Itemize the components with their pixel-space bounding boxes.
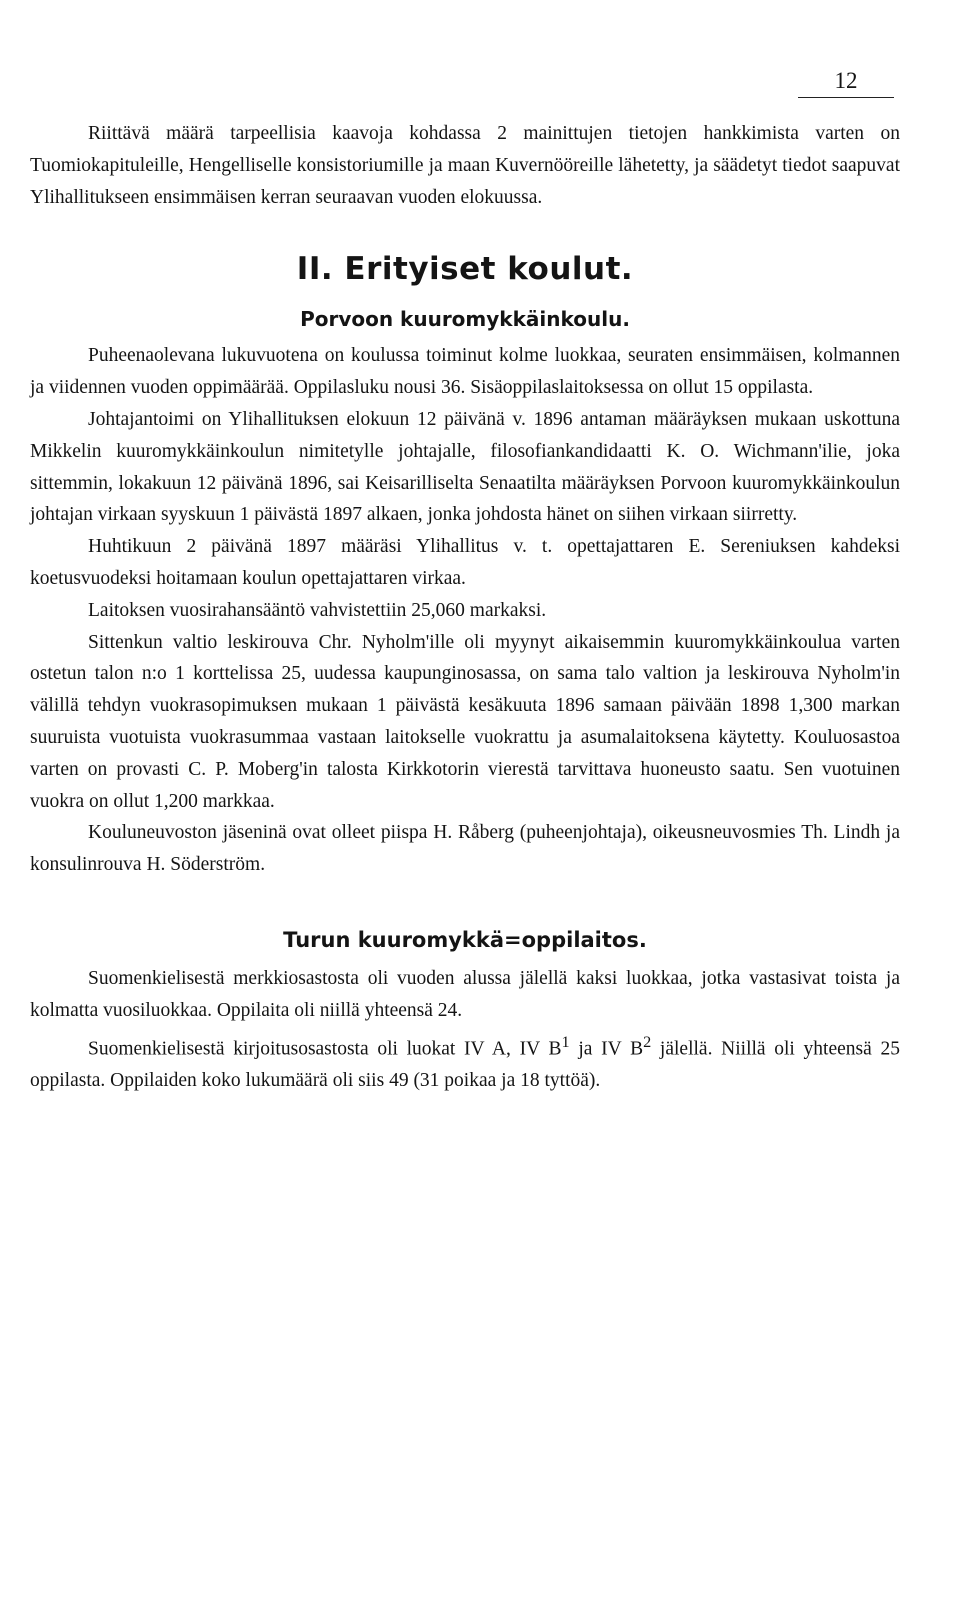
page-number-rule <box>798 97 894 98</box>
intro-paragraph: Riittävä määrä tarpeellisia kaavoja kohdassa 2 mainittujen tietojen hankkimista varten on Tuomiokapituleille, Hengelliselle konsistoriumille ja maan Kuvernööreille lähetetty, ja säädetyt tiedot saapuvat Ylihallitukseen ensimmäisen kerran seuraavan vuoden elokuussa. <box>30 123 900 208</box>
page-number: 12 <box>834 68 858 93</box>
turku-heading: Turun kuuromykkä=oppilaitos. <box>283 927 647 952</box>
porvoo-paragraph: Kouluneuvoston jäseninä ovat olleet piispa H. Råberg (puheenjohtaja), oikeusneuvosmies Th. Lindh ja konsulinrouva H. Söderström. <box>30 822 900 876</box>
turku-text: jälellä. Niillä oli yhteensä 25 oppilasta. Oppilaiden koko lukumäärä oli siis 49 (31 poikaa ja 18 tyttöä). <box>30 1038 900 1091</box>
porvoo-paragraph: Sittenkun valtio leskirouva Chr. Nyholm'ille oli myynyt aikaisemmin kuuromykkäinkoulua varten ostetun talon n:o 1 korttelissa 25, uudessa kaupunginosassa, on sama talo valtion ja leskirouva Nyholm'in välillä tehdyn vuokrasopimuksen mukaan 1 päivästä kesäkuuta 1896 samaan päivään 1898 1,300 markan suuruista vuotuista vuokrasummaa vastaan laitokselle vuokrattu ja asumalaitoksena käytetty. Kouluosastoa varten on provasti C. P. Moberg'in talosta Kirkkotorin vierestä tarvittava huoneusto saatu. Sen vuotuinen vuokra on ollut 1,200 markkaa. <box>30 631 900 812</box>
section-heading: II. Erityiset koulut. <box>296 251 634 288</box>
porvoo-paragraph: Huhtikuun 2 päivänä 1897 määräsi Ylihallitus v. t. opettajattaren E. Sereniuksen kahdeksi koetusvuodeksi hoitamaan koulun opettajattaren virkaa. <box>30 536 900 589</box>
porvoo-heading: Porvoon kuuromykkäinkoulu. <box>300 307 630 332</box>
body-text <box>30 118 900 1097</box>
porvoo-paragraph: Johtajantoimi on Ylihallituksen elokuun 12 päivänä v. 1896 antaman määräyksen mukaan uskottuna Mikkelin kuuromykkäinkoulun nimitetylle johtajalle, filosofiankandidaatti K. O. Wichmann'ilie, joka sittemmin, lokakuun 12 päivänä 1896, sai Keisarilliselta Senaatilta määräyksen Porvoon kuuromykkäinkoulun johtajan virkaan syyskuun 1 päivästä 1897 alkaen, jonka johdosta hänet on siihen virkaan siirretty. <box>30 408 900 526</box>
turku-paragraph <box>30 1027 900 1097</box>
document-page <box>30 0 900 1617</box>
turku-text: Suomenkielisestä kirjoitusosastosta oli luokat IV A, IV B <box>88 1038 562 1060</box>
turku-paragraph: Suomenkielisestä merkkiosastosta oli vuoden alussa jälellä kaksi luokkaa, jotka vastasivat toista ja kolmatta vuosiluokkaa. Oppilaita oli niillä yhteensä 24. <box>30 967 900 1021</box>
superscript: 2 <box>643 1032 652 1051</box>
porvoo-paragraph: Laitoksen vuosirahansääntö vahvistettiin 25,060 markaksi. <box>88 599 547 621</box>
turku-text: ja IV B <box>569 1038 644 1060</box>
superscript: 1 <box>561 1032 570 1051</box>
porvoo-paragraph: Puheenaolevana lukuvuotena on koulussa toiminut kolme luokkaa, seuraten ensimmäisen, kolmannen ja viidennen vuoden oppimäärää. Oppilasluku nousi 36. Sisäoppilaslaitoksessa on ollut 15 oppilasta. <box>30 345 900 399</box>
